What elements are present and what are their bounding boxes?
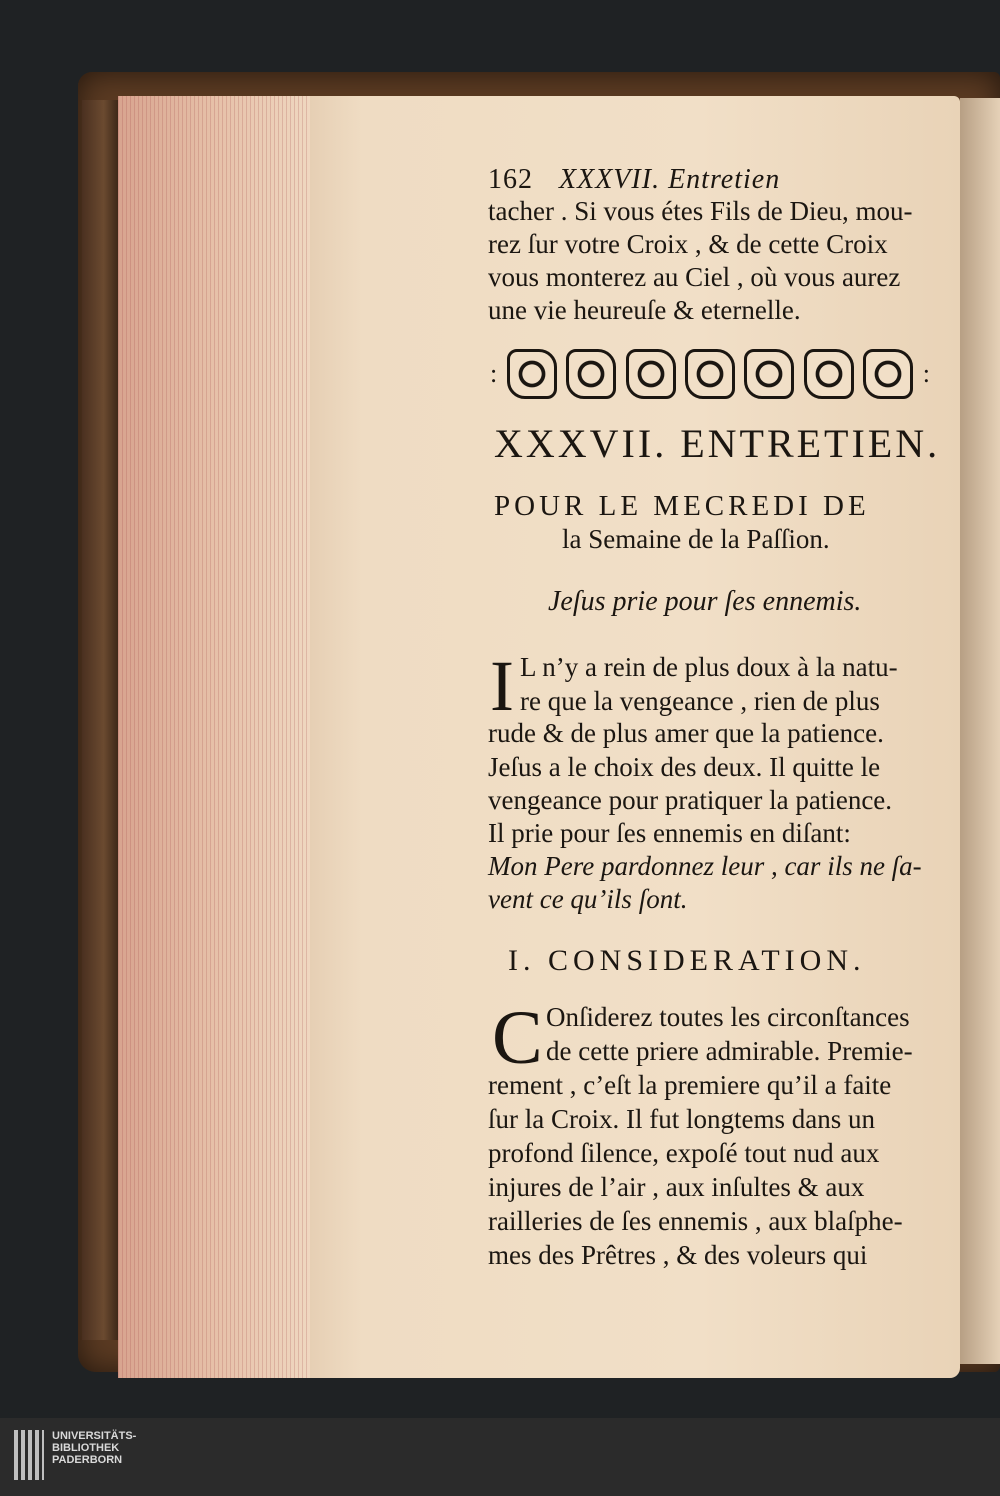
book-spine xyxy=(82,100,118,1340)
text-line: L n’y a rein de plus doux à la natu- xyxy=(520,652,898,682)
ornament-motif xyxy=(685,349,735,399)
footer-bar xyxy=(0,1418,1000,1496)
text-line: tacher . Si vous étes Fils de Dieu, mou- xyxy=(488,196,913,226)
facing-page-edge xyxy=(960,98,1000,1364)
page-edges xyxy=(118,96,310,1378)
text-line: rement , c’eſt la premiere qu’il a faite xyxy=(488,1070,892,1100)
text-line: re que la vengeance , rien de plus xyxy=(520,686,880,716)
ornament-left-mark: : xyxy=(490,359,498,388)
text-line: profond ſilence, expoſé tout nud aux xyxy=(488,1138,880,1168)
running-header xyxy=(488,164,780,196)
ornament-right-mark: : xyxy=(922,359,930,388)
text-line: une vie heureuſe & eternelle. xyxy=(488,295,801,325)
text-line: Jeſus a le choix des deux. Il quitte le xyxy=(488,752,881,782)
text-line: vent ce qu’ils ſont. xyxy=(488,884,688,914)
ornament-motif xyxy=(744,349,794,399)
text-line: vengeance pour pratiquer la patience. xyxy=(488,785,893,815)
text-line: Onſiderez toutes les circonſtances xyxy=(546,1002,910,1032)
drop-cap: I xyxy=(490,646,514,726)
text-line: Il prie pour ſes ennemis en diſant: xyxy=(488,818,851,848)
text-line: vous monterez au Ciel , où vous aurez xyxy=(488,262,901,292)
page-number: 162 xyxy=(488,164,533,195)
text-line: railleries de ſes ennemis , aux blaſphe- xyxy=(488,1206,903,1236)
ornament-motif xyxy=(566,349,616,399)
drop-cap: C xyxy=(492,996,543,1080)
section-heading: I. CONSIDERATION. xyxy=(508,944,866,977)
text-line: ſur la Croix. Il fut longtems dans un xyxy=(488,1104,875,1134)
running-title: XXXVII. Entretien xyxy=(559,164,781,195)
text-line: Mon Pere pardonnez leur , car ils ne ſa- xyxy=(488,851,922,881)
chapter-subtitle-line1: POUR LE MECREDI DE xyxy=(494,490,870,522)
ornament-motif xyxy=(804,349,854,399)
decorative-ornament-band xyxy=(490,346,930,402)
chapter-title: XXXVII. ENTRETIEN. xyxy=(494,421,941,466)
ornament-motif xyxy=(507,349,557,399)
text-line: rez ſur votre Croix , & de cette Croix xyxy=(488,229,888,259)
ornament-motif xyxy=(863,349,913,399)
text-line: injures de l’air , aux inſultes & aux xyxy=(488,1172,865,1202)
chapter-subtitle-line2: la Semaine de la Paſſion. xyxy=(562,524,830,554)
library-logo-text: UNIVERSITÄTS- BIBLIOTHEK PADERBORN xyxy=(52,1430,137,1466)
text-line: de cette priere admirable. Premie- xyxy=(546,1036,913,1066)
chapter-theme: Jeſus prie pour ſes ennemis. xyxy=(548,586,862,617)
ornament-motif xyxy=(626,349,676,399)
text-line: mes des Prêtres , & des voleurs qui xyxy=(488,1240,868,1270)
text-line: rude & de plus amer que la patience. xyxy=(488,718,884,748)
library-logo-icon xyxy=(14,1430,44,1480)
